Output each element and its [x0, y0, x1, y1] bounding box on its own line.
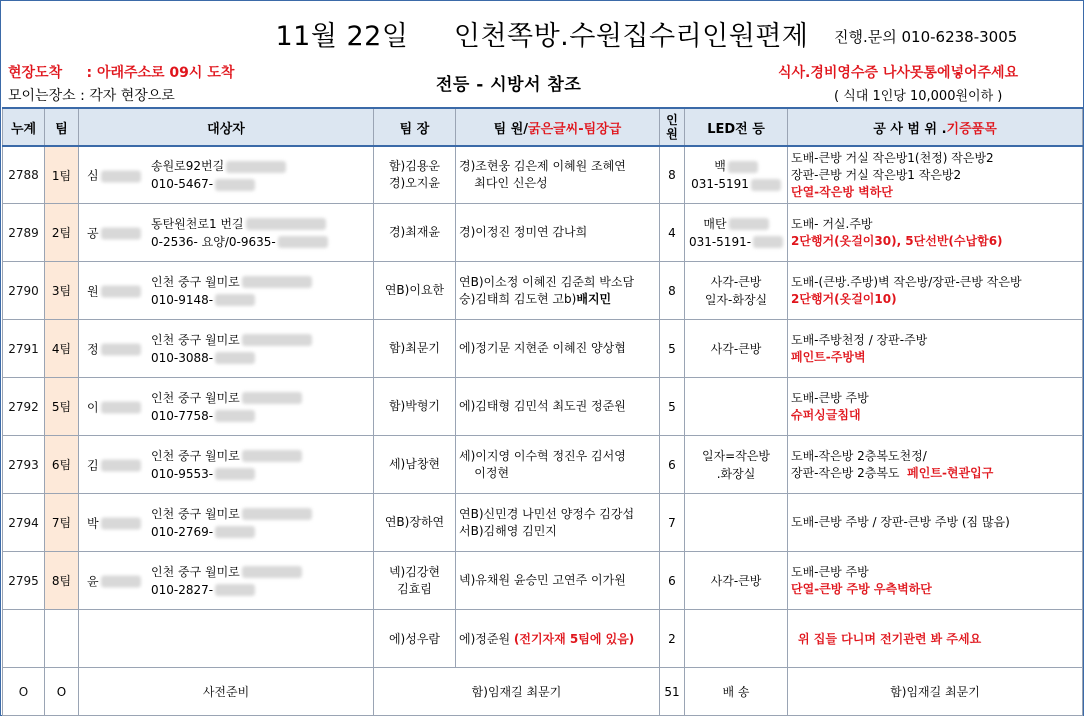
leader-cell: 넥)김강현 김효림 — [374, 552, 456, 610]
count-cell: 2 — [660, 610, 685, 668]
col-header-leader: 팀 장 — [374, 108, 456, 146]
target-name: 이 — [87, 398, 141, 415]
col-header-team: 팀 — [45, 108, 79, 146]
led-cell — [685, 610, 788, 668]
delivery-leaders-cell: 함)임재길 최문기 — [788, 668, 1083, 716]
col-header-count — [660, 108, 685, 146]
cum-cell: 2789 — [3, 204, 45, 262]
delivery-cell: 배 송 — [685, 668, 788, 716]
leader-cell: 에)성우람 — [374, 610, 456, 668]
led-cell: 백 031-5191 — [685, 146, 788, 204]
count-cell: 8 — [660, 146, 685, 204]
members-cell: 넥)유채원 윤승민 고연주 이가원 — [456, 552, 660, 610]
team-cell: 6팀 — [45, 436, 79, 494]
col-header-scope-label: 공 사 범 위 . — [873, 121, 947, 137]
team-cell: O — [45, 668, 79, 716]
col-header-target: 대상자 — [79, 108, 374, 146]
members-cell: 에)김태형 김민석 최도권 정준원 — [456, 378, 660, 436]
leader-cell: 함)김용운 경)오지윤 — [374, 146, 456, 204]
led-cell — [685, 494, 788, 552]
target-address: 인천 중구 월미로 010-7758- — [151, 389, 302, 425]
members-cell: 에)정기문 지현준 이혜진 양상협 — [456, 320, 660, 378]
target-cell — [79, 378, 374, 436]
target-name: 정 — [87, 340, 141, 357]
target-cell — [79, 320, 374, 378]
cum-cell: 2790 — [3, 262, 45, 320]
count-cell: 5 — [660, 320, 685, 378]
count-cell: 5 — [660, 378, 685, 436]
team-cell: 2팀 — [45, 204, 79, 262]
members-cell: 에)정준원 (전기자재 5팀에 있음) — [456, 610, 660, 668]
page-title: 11월 22일 인천쪽방.수원집수리인원편제 — [275, 21, 809, 52]
led-cell: 사각-큰방 일자-화장실 — [685, 262, 788, 320]
team-cell: 4팀 — [45, 320, 79, 378]
target-address: 인천 중구 월미로 010-2827- — [151, 563, 302, 599]
count-cell: 4 — [660, 204, 685, 262]
table-row — [3, 494, 1083, 552]
table-row — [3, 436, 1083, 494]
members-cell: 연B)이소정 이혜진 김준희 박소담 숭)김태희 김도현 고b)배지민 — [456, 262, 660, 320]
count-cell: 8 — [660, 262, 685, 320]
col-header-count-line2: 원 — [666, 127, 678, 141]
document-header — [0, 0, 1084, 106]
target-address: 인천 중구 월미로 010-2769- — [151, 505, 312, 541]
led-cell: 사각-큰방 — [685, 552, 788, 610]
col-header-led: LED전 등 — [685, 108, 788, 146]
target-cell — [79, 610, 374, 668]
target-name: 원 — [87, 282, 141, 299]
leader-cell: 함)박형기 — [374, 378, 456, 436]
scope-cell: 도배-작은방 2층복도천정/ 장판-작은방 2층복도 페인트-현관입구 — [788, 436, 1083, 494]
target-cell — [79, 204, 374, 262]
col-header-cum: 누계 — [3, 108, 45, 146]
col-header-members — [456, 108, 660, 146]
cum-cell: 2788 — [3, 146, 45, 204]
team-cell: 7팀 — [45, 494, 79, 552]
count-cell: 7 — [660, 494, 685, 552]
count-total-cell: 51 — [660, 668, 685, 716]
led-cell: 일자=작은방 .화장실 — [685, 436, 788, 494]
scope-cell: 도배-큰방 주방 슈퍼싱글침대 — [788, 378, 1083, 436]
table-row — [3, 204, 1083, 262]
cum-cell — [3, 610, 45, 668]
target-name: 윤 — [87, 572, 141, 589]
table-header-row — [3, 108, 1083, 146]
target-address: 인천 중구 월미로 010-3088- — [151, 331, 312, 367]
scope-cell: 도배-(큰방.주방)벽 작은방/장판-큰방 작은방 2단행거(옷걸이10) — [788, 262, 1083, 320]
contact-info: 진행.문의 010-6238-3005 — [834, 28, 1018, 46]
cum-cell: 2795 — [3, 552, 45, 610]
table-row — [3, 320, 1083, 378]
target-cell — [79, 494, 374, 552]
target-address: 동탄원천로1 번길 0-2536- 요양/0-9635- — [151, 215, 328, 251]
col-header-members-note: 굵은글씨-팀장급 — [528, 121, 622, 137]
team-cell: 1팀 — [45, 146, 79, 204]
table-row — [3, 146, 1083, 204]
prep-leaders-cell: 함)임재길 최문기 — [374, 668, 660, 716]
scope-cell: 도배-큰방 주방 / 장판-큰방 주방 (짐 많음) — [788, 494, 1083, 552]
members-cell: 세)이지영 이수혁 정진우 김서영 이정현 — [456, 436, 660, 494]
team-cell: 5팀 — [45, 378, 79, 436]
prep-cell: 사전준비 — [79, 668, 374, 716]
target-name: 심 — [87, 167, 141, 184]
table-row — [3, 262, 1083, 320]
target-name: 공 — [87, 224, 141, 241]
team-cell — [45, 610, 79, 668]
table-row — [3, 378, 1083, 436]
team-cell: 8팀 — [45, 552, 79, 610]
led-cell — [685, 378, 788, 436]
target-cell — [79, 552, 374, 610]
assignment-table — [2, 107, 1083, 716]
scope-cell: 도배-큰방 주방 단열-큰방 주방 우측벽하단 — [788, 552, 1083, 610]
arrival-notice: 현장도착 : 아래주소로 09시 도착 — [8, 65, 235, 81]
table-row-extra — [3, 610, 1083, 668]
leader-cell: 연B)장하연 — [374, 494, 456, 552]
target-address: 송원로92번길 010-5467- — [151, 157, 286, 193]
target-address: 인천 중구 월미로 010-9553- — [151, 447, 302, 483]
leader-cell: 함)최문기 — [374, 320, 456, 378]
scope-cell: 도배- 거실.주방 2단행거(옷걸이30), 5단선반(수납함6) — [788, 204, 1083, 262]
team-cell: 3팀 — [45, 262, 79, 320]
members-cell: 경)조현웅 김은제 이혜원 조혜연 최다인 신은성 — [456, 146, 660, 204]
target-name: 박 — [87, 514, 141, 531]
members-cell: 경)이정진 정미연 감나희 — [456, 204, 660, 262]
target-cell — [79, 146, 374, 204]
target-address: 인천 중구 월미로 010-9148- — [151, 273, 312, 309]
led-cell: 매탄 031-5191- — [685, 204, 788, 262]
cum-cell: 2792 — [3, 378, 45, 436]
reference-note: 전등 - 시방서 참조 — [436, 75, 582, 95]
scope-cell: 위 집들 다니며 전기관련 봐 주세요 — [788, 610, 1083, 668]
gathering-place: 모이는장소 : 각자 현장으로 — [8, 88, 175, 104]
leader-cell: 경)최재윤 — [374, 204, 456, 262]
meal-price-note: ( 식대 1인당 10,000원이하 ) — [834, 89, 1003, 104]
col-header-count-line1: 인 — [666, 113, 678, 127]
table-row-footer — [3, 668, 1083, 716]
col-header-members-label: 팀 원/ — [493, 121, 529, 137]
target-cell — [79, 262, 374, 320]
count-cell: 6 — [660, 436, 685, 494]
led-cell: 사각-큰방 — [685, 320, 788, 378]
table-row — [3, 552, 1083, 610]
target-cell — [79, 436, 374, 494]
cum-cell: 2793 — [3, 436, 45, 494]
scope-cell: 도배-큰방 거실 작은방1(천정) 작은방2 장판-큰방 거실 작은방1 작은방2 단열-작은방 벽하단 — [788, 146, 1083, 204]
leader-cell: 세)남창현 — [374, 436, 456, 494]
col-header-scope-note: 기증품목 — [946, 121, 997, 137]
target-name: 김 — [87, 456, 141, 473]
leader-cell: 연B)이요한 — [374, 262, 456, 320]
cum-cell: O — [3, 668, 45, 716]
col-header-scope — [788, 108, 1083, 146]
count-cell: 6 — [660, 552, 685, 610]
members-cell: 연B)신민경 나민선 양정수 김강섭 서B)김해영 김민지 — [456, 494, 660, 552]
scope-cell: 도배-주방천정 / 장판-주방 페인트-주방벽 — [788, 320, 1083, 378]
receipt-notice: 식사.경비영수증 나사못통에넣어주세요 — [778, 65, 1019, 81]
cum-cell: 2791 — [3, 320, 45, 378]
cum-cell: 2794 — [3, 494, 45, 552]
